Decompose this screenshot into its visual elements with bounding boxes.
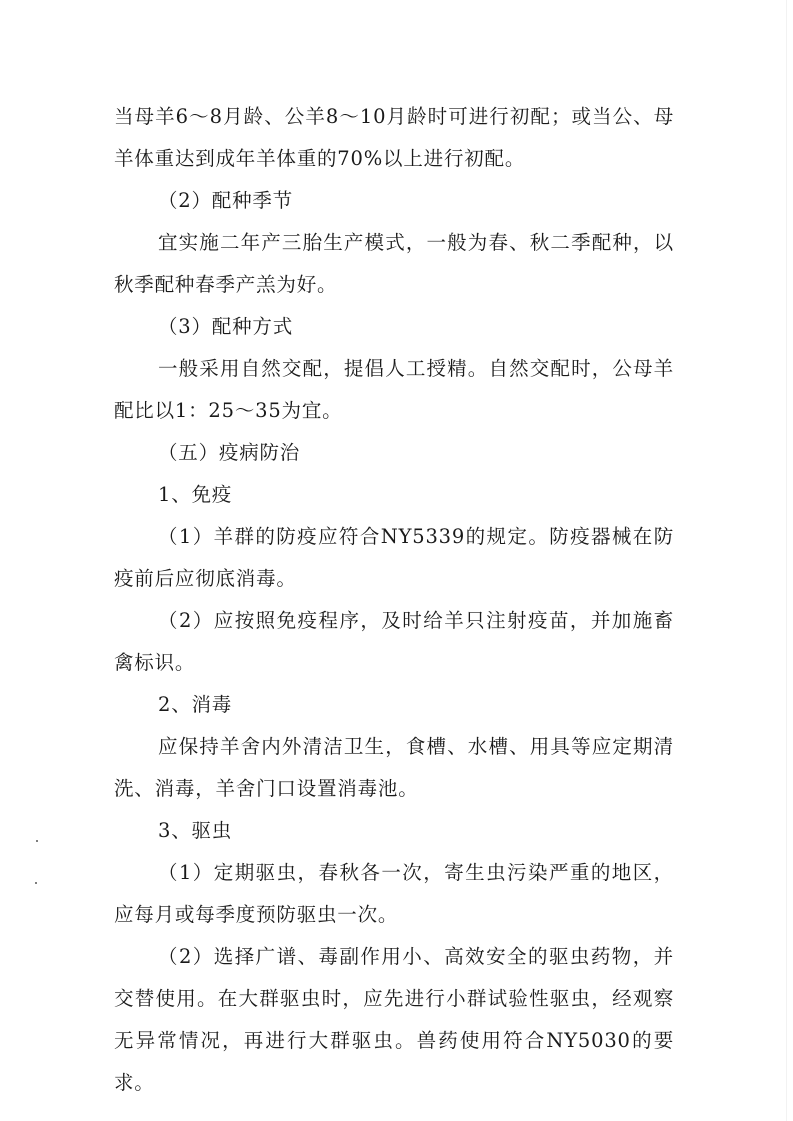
paragraph-deworming-2: （2）选择广谱、毒副作用小、高效安全的驱虫药物，并交替使用。在大群驱虫时，应先进行小群试验性驱虫，经观察无异常情况，再进行大群驱虫。兽药使用符合NY5030的要求。 — [114, 945, 674, 1094]
scan-speck — [36, 840, 38, 842]
paragraph-mating-season: 宜实施二年产三胎生产模式，一般为春、秋二季配种，以秋季配种春季产羔为好。 — [114, 231, 674, 296]
paragraph-deworming-1: （1）定期驱虫，春秋各一次，寄生虫污染严重的地区，应每月或每季度预防驱虫一次。 — [114, 861, 674, 926]
page-edge — [786, 0, 787, 1121]
heading-disease-prevention: （五）疫病防治 — [158, 441, 301, 464]
heading-mating-season: （2）配种季节 — [158, 189, 294, 212]
paragraph-mating-method: 一般采用自然交配，提倡人工授精。自然交配时，公母羊配比以1：25～35为宜。 — [114, 357, 674, 422]
paragraph-disinfection: 应保持羊舍内外清洁卫生，食槽、水槽、用具等应定期清洗、消毒，羊舍门口设置消毒池。 — [114, 735, 674, 800]
heading-mating-method: （3）配种方式 — [158, 315, 294, 338]
heading-immunization: 1、免疫 — [158, 483, 233, 506]
heading-deworming: 3、驱虫 — [158, 819, 233, 842]
paragraph-initial-mating: 当母羊6～8月龄、公羊8～10月龄时可进行初配；或当公、母羊体重达到成年羊体重的70%以上进行初配。 — [114, 105, 674, 170]
scan-speck — [35, 882, 37, 884]
paragraph-immunization-2: （2）应按照免疫程序，及时给羊只注射疫苗，并加施畜禽标识。 — [114, 609, 674, 674]
paragraph-immunization-1: （1）羊群的防疫应符合NY5339的规定。防疫器械在防疫前后应彻底消毒。 — [114, 525, 674, 590]
heading-disinfection: 2、消毒 — [158, 693, 233, 716]
